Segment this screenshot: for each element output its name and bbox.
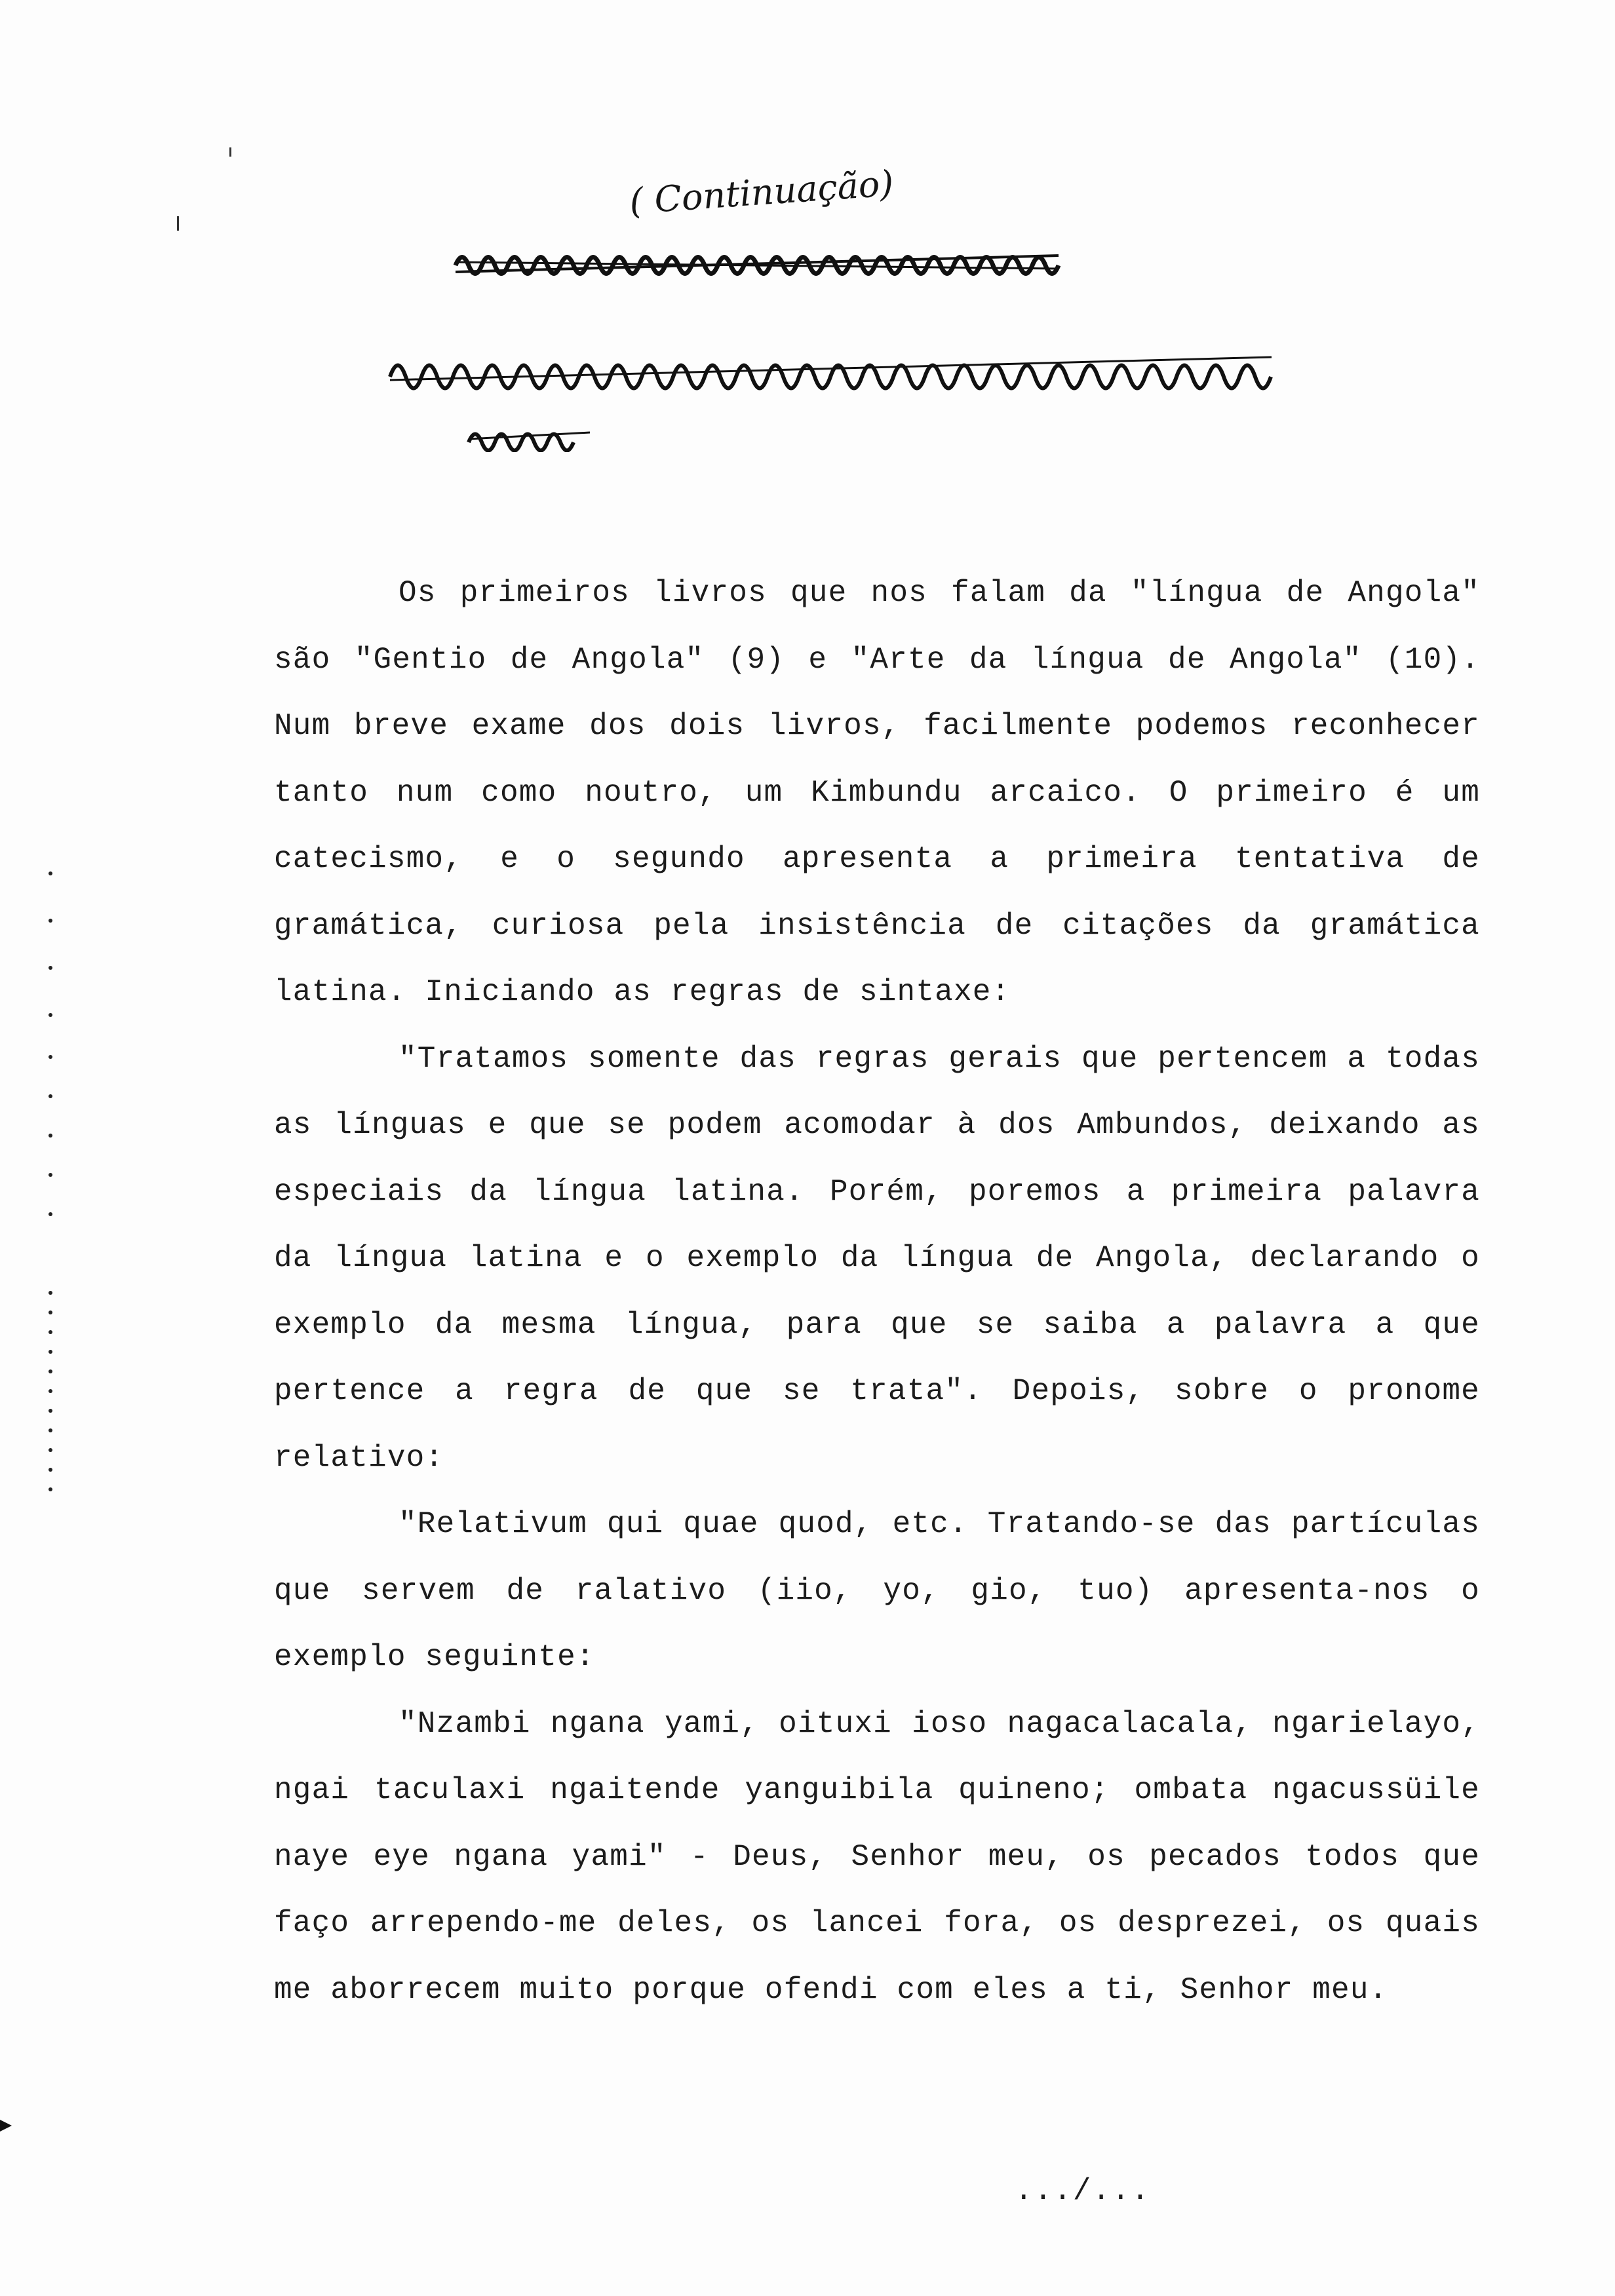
margin-dot — [49, 1369, 52, 1373]
margin-dot — [49, 1389, 52, 1393]
margin-dot — [49, 1291, 52, 1295]
margin-dot — [49, 1409, 52, 1413]
margin-dot — [49, 1173, 52, 1177]
struck-out-heading — [452, 236, 1068, 288]
continuation-mark: .../... — [1015, 2174, 1151, 2208]
struck-out-line-2 — [465, 419, 596, 452]
margin-dot — [49, 1468, 52, 1472]
margin-dot — [49, 1013, 52, 1017]
margin-dot — [49, 919, 52, 923]
margin-dot — [49, 1094, 52, 1098]
margin-dot — [49, 1330, 52, 1334]
margin-dot — [49, 1134, 52, 1138]
paragraph: "Nzambi ngana yami, oituxi ioso nagacalacala, ngarielayo, ngai taculaxi ngaitende yanguibila quineno; ombata ngacussüile naye eye ngana yami" - Deus, Senhor meu, os pecados todos que faço arrependo-me deles, os lancei fora, os desprezei, os quais me aborrecem muito porque ofendi com eles a ti, Senhor meu. — [274, 1706, 1480, 2007]
paragraph: "Relativum qui quae quod, etc. Tratando-se das partículas que servem de ralativo (iio, yo, gio, tuo) apresenta-nos o exemplo seguinte: — [274, 1507, 1480, 1674]
margin-arrow-icon — [0, 2120, 12, 2132]
margin-dot — [49, 1212, 52, 1216]
margin-dot — [49, 1487, 52, 1491]
margin-tick — [177, 216, 179, 231]
margin-dot — [49, 1350, 52, 1354]
paragraph: "Tratamos somente das regras gerais que pertencem a todas as línguas e que se podem acomodar à dos Ambundos, deixando as especiais da língua latina. Porém, poremos a primeira palavra da língua latina e o exemplo da língua de Angola, declarando o exemplo da mesma língua, para que se saiba a palavra a que pertence a regra de que se trata". Depois, sobre o pronome relativo: — [274, 1041, 1480, 1475]
margin-dot — [49, 1428, 52, 1432]
margin-dot — [49, 1448, 52, 1452]
margin-dot — [49, 1055, 52, 1059]
handwritten-note: ( Continuação) — [628, 163, 895, 222]
margin-dot — [49, 966, 52, 970]
margin-tick — [229, 147, 231, 157]
paragraph: Os primeiros livros que nos falam da "língua de Angola" são "Gentio de Angola" (9) e "Arte da língua de Angola" (10). Num breve exame dos dois livros, facilmente podemos reconhecer tanto num como noutro, um Kimbundu arcaico. O primeiro é um catecismo, e o segundo apresenta a primeira tentativa de gramática, curiosa pela insistência de citações da gramática latina. Iniciando as regras de sintaxe: — [274, 576, 1480, 1009]
struck-out-line-1 — [387, 341, 1278, 400]
margin-dot — [49, 1311, 52, 1314]
margin-dot — [49, 871, 52, 875]
body-text — [274, 560, 1480, 2023]
